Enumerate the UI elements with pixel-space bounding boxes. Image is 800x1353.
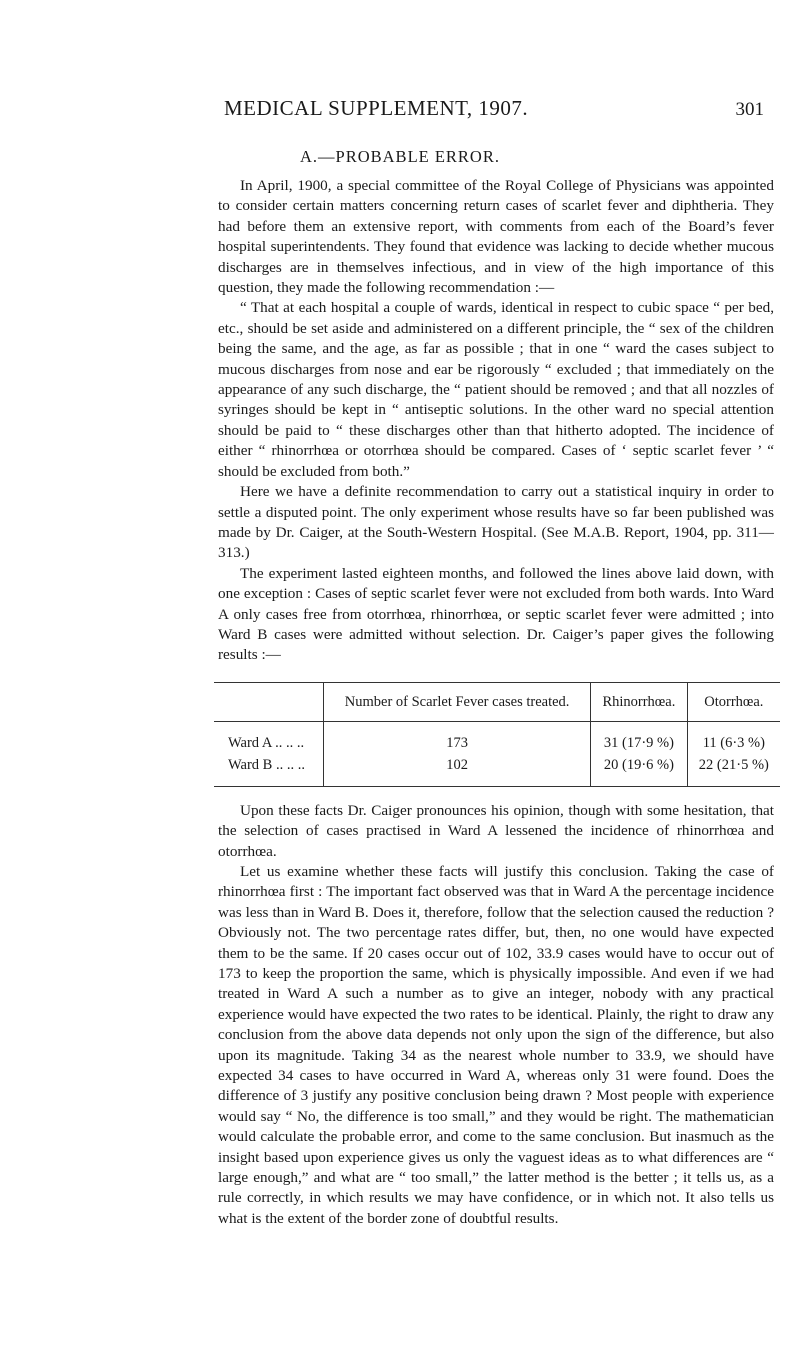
paragraph: Let us examine whether these facts will justify this conclusion. Taking the case of rhinorrhœa first : The important fact observed was that in Ward A the percentage incidence was less than in Ward B. Does it, therefore, follow that the selection caused the reduction ? Obviously not. The two percentage rates differ, but, then, no one would have expected them to be the same. If 20 cases occur out of 102, 33.9 cases would have to occur out of 173 to keep the proportion the same, which is physically impossible. And even if we had treated in Ward A such a number as to give an integer, nobody with any practical experience would have expected the two rates to be identical. Plainly, the right to draw any conclusion from the above data depends not only upon the sign of the difference, but also upon its magnitude. Taking 34 as the nearest whole number to 33.9, we should have expected 34 cases to have occurred in Ward A, whereas only 31 were found. Does the difference of 3 justify any positive conclusion being drawn ? Most people with experience would say “ No, the difference is too small,” and they would be right. The mathematician would calculate the probable error, and come to the same conclusion. But inasmuch as the insight based upon experience gives us only the vaguest ideas as to what differences are “ large enough,” and what are “ too small,” the latter method is the better ; it tells us, as a rule correctly, in which results we may have confidence, or in which not. It also tells us what is the extent of the border zone of doubtful results. [218, 862, 774, 1227]
recommendation-quote: “ That at each hospital a couple of wards, identical in respect to cubic space “ per bed, etc., should be set aside and administered on a different principle, the “ sex of the children being the same, and the age, as far as possible ; that in one “ ward the cases subject to mucous discharges from nose and ear be rigorously “ excluded ; that immediately on the appearance of any such discharge, the “ patient should be removed ; and that all nozzles of syringes should be kept in “ antiseptic solutions. In the other ward no special attention should be paid to “ these discharges other than that hitherto adopted. The incidence of either “ rhinorrhœa or otorrhœa should be compared. Cases of ‘ septic scarlet fever ’ “ should be excluded from both.” [218, 299, 774, 480]
page-number: 301 [735, 99, 764, 120]
table-cell: Ward A .. .. .. [228, 734, 305, 751]
table-cell: Ward B .. .. .. [228, 756, 305, 773]
table-header-cell: Rhinorrhœa. [591, 682, 688, 721]
section-title: A.—PROBABLE ERROR. [300, 147, 500, 166]
body-text [218, 176, 774, 1229]
paragraph: The experiment lasted eighteen months, and followed the lines above laid down, with one exception : Cases of septic scarlet fever were not excluded from both wards. Into Ward A only cases free from otorrhœa, rhinorrhœa, or septic scarlet fever were admitted ; into Ward B cases were admitted without selection. Dr. Caiger’s paper gives the following results :— [218, 564, 774, 664]
table-cell: 20 (19·6 %) [591, 754, 688, 787]
table-header-row [214, 682, 780, 721]
table-row [214, 721, 780, 754]
table-cell: 173 [324, 721, 591, 754]
table-header-cell: Otorrhœa. [687, 682, 780, 721]
table-cell: 102 [324, 754, 591, 787]
paragraph: Upon these facts Dr. Caiger pronounces his opinion, though with some hesitation, that the selection of cases practised in Ward A lessened the incidence of rhinorrhœa and otorrhœa. [218, 801, 774, 860]
paragraph: In April, 1900, a special committee of the Royal College of Physicians was appointed to consider certain matters concerning return cases of scarlet fever and diphtheria. They had before them an extensive report, with comments from each of the Board’s fever hospital superintendents. They found that evidence was lacking to decide whether mucous discharges are in themselves infectious, and in view of the high importance of this question, they made the following recommendation :— [218, 177, 774, 297]
running-head: MEDICAL SUPPLEMENT, 1907. [224, 96, 529, 120]
results-table [214, 682, 780, 787]
table-row [214, 754, 780, 787]
table-header-cell [214, 682, 324, 721]
page-header [224, 96, 764, 121]
table-cell: 22 (21·5 %) [687, 754, 780, 787]
table-cell: 31 (17·9 %) [591, 721, 688, 754]
table-cell: 11 (6·3 %) [687, 721, 780, 754]
paragraph: Here we have a definite recommendation to carry out a statistical inquiry in order to settle a disputed point. The only experiment whose results have so far been published was made by Dr. Caiger, at the South-Western Hospital. (See M.A.B. Report, 1904, pp. 311—313.) [218, 483, 774, 562]
table-header-cell: Number of Scarlet Fever cases treated. [324, 682, 591, 721]
